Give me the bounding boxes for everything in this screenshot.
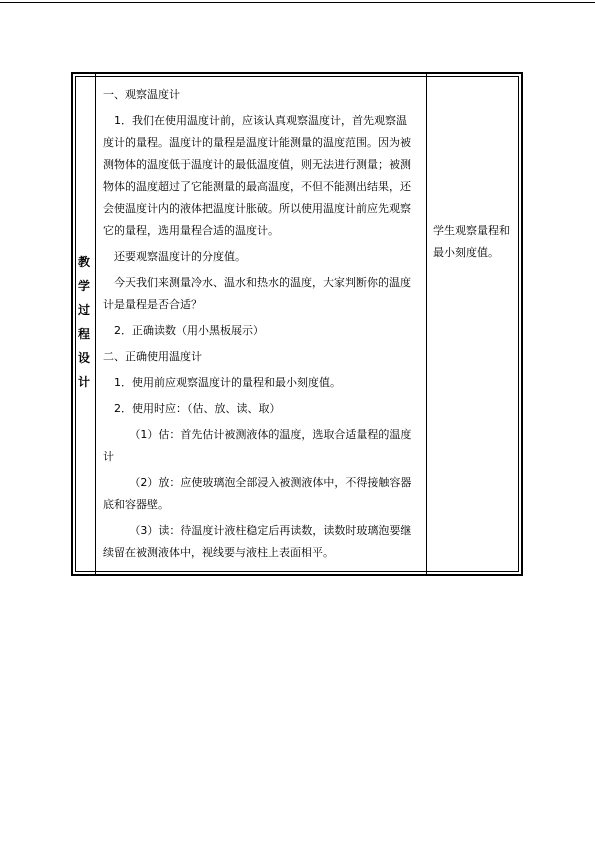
student-activity-column <box>427 74 521 574</box>
section-label-char: 教 <box>77 255 90 269</box>
paragraph-division: 还要观察温度计的分度值。 <box>114 250 246 263</box>
paragraph-correct-reading: 2．正确读数（用小黑板展示） <box>114 324 264 337</box>
teaching-content <box>95 74 427 574</box>
paragraph-during-use: 2．使用时应：（估、放、读、取） <box>114 402 281 415</box>
paragraph-range: 1．我们在使用温度计前，应该认真观察温度计，首先观察温度计的量程。温度计的量程是温度计能测量的温度范围。因为被测物体的温度低于温度计的最低温度值，则无法进行测量；被测物体的温度超过了它能测量的最高温度，不但不能测出结果，还会使温度计内的液体把温度计胀破。所以使用温度计前应先观察它的量程，选用量程合适的温度计。 <box>103 114 411 237</box>
heading-observe-thermometer: 一、观察温度计 <box>103 88 180 101</box>
section-label <box>73 250 95 394</box>
section-label-char: 设 <box>77 351 90 365</box>
section-label-column <box>73 74 96 574</box>
section-label-char: 计 <box>77 375 90 389</box>
section-label-char: 程 <box>77 327 90 341</box>
paragraph-before-use: 1．使用前应观察温度计的量程和最小刻度值。 <box>114 376 341 389</box>
paragraph-measure-water: 今天我们来测量冷水、温水和热水的温度，大家判断你的温度计是量程是否合适？ <box>103 276 411 311</box>
paragraph-place: （2）放：应使玻璃泡全部浸入被测液体中，不得接触容器底和容器壁。 <box>103 476 412 511</box>
heading-use-thermometer: 二、正确使用温度计 <box>103 350 202 363</box>
student-activity-note: 学生观察量程和最小刻度值。 <box>433 224 510 259</box>
top-rule <box>0 2 595 3</box>
paragraph-estimate: （1）估：首先估计被测液体的温度，选取合适量程的温度计 <box>103 428 412 463</box>
section-label-char: 过 <box>77 303 90 317</box>
section-label-char: 学 <box>77 279 90 293</box>
lesson-table <box>71 72 523 576</box>
paragraph-read: （3）读：待温度计液柱稳定后再读数，读数时玻璃泡要继续留在被测液体中，视线要与液柱上表面相平。 <box>103 524 412 559</box>
